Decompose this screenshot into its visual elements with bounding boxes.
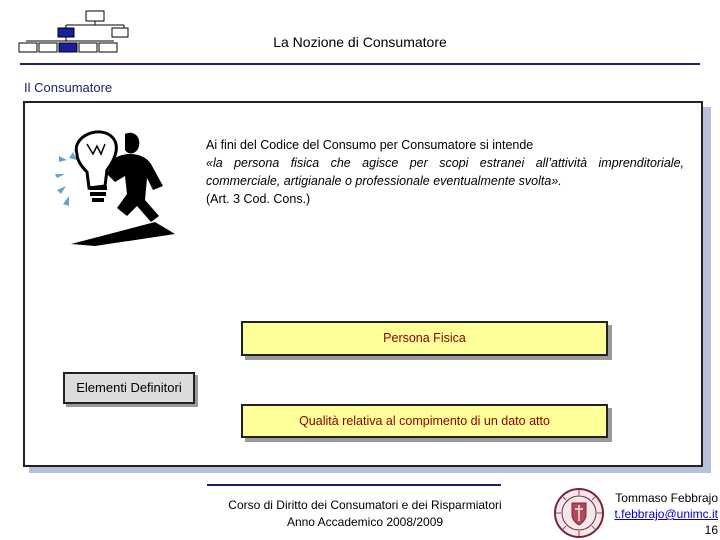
elementi-definitori-label: Elementi Definitori	[63, 372, 195, 404]
academic-year: Anno Accademico 2008/2009	[286, 515, 444, 529]
page-title: La Nozione di Consumatore	[273, 34, 447, 50]
section-heading: Il Consumatore	[24, 80, 113, 95]
footer-divider	[207, 484, 501, 486]
university-seal-icon	[553, 487, 605, 539]
element-box-persona-fisica: Persona Fisica	[241, 321, 608, 356]
element-box-qualita: Qualità relativa al compimento di un dato atto	[241, 404, 608, 438]
author-email-link[interactable]: t.febbrajo@unimc.it	[614, 507, 718, 521]
definition-text	[206, 136, 684, 208]
author-name: Tommaso Febbrajo	[615, 491, 718, 505]
course-name: Corso di Diritto dei Consumatori e dei Risparmiatori	[228, 498, 502, 512]
definition-reference: (Art. 3 Cod. Cons.)	[206, 192, 311, 206]
course-info	[195, 497, 535, 531]
author-block	[606, 490, 718, 538]
page-number: 16	[704, 523, 718, 537]
definition-intro: Ai fini del Codice del Consumo per Consumatore si intende	[206, 138, 534, 152]
title-divider	[20, 63, 700, 65]
lightbulb-businessman-icon	[55, 124, 180, 246]
definition-quote: «la persona fisica che agisce per scopi estranei all’attività imprenditoriale, commerciale, artigianale o professionale eventualmente svolta».	[206, 156, 684, 188]
